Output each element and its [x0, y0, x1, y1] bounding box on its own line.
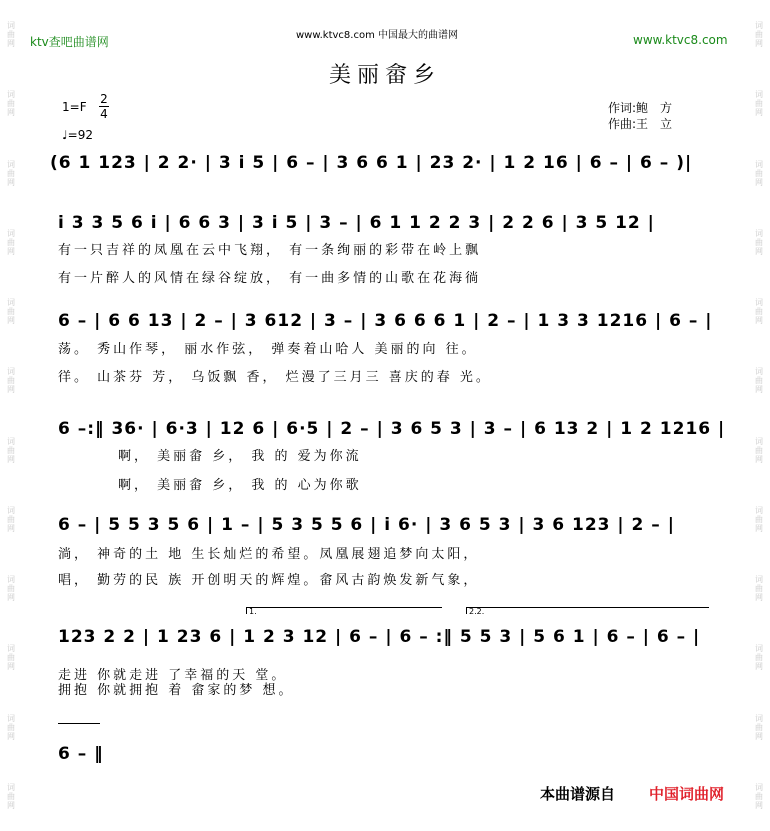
source-label: 本曲谱源自 — [540, 785, 616, 803]
watermark-text: 词曲网 — [6, 505, 16, 533]
site-url-right: www.ktvc8.com — [633, 33, 728, 47]
lyric-line: 荡。 秀山作琴， 丽水作弦， 弹奏着山哈人 美丽的向 往。 — [58, 342, 478, 357]
watermark-text: 词曲网 — [6, 90, 16, 118]
watermark-text: 词曲网 — [6, 644, 16, 672]
second-ending-label: 2.2. — [469, 607, 485, 616]
source-site-name: 中国词曲网 — [649, 785, 725, 803]
watermark-text: 词曲网 — [754, 575, 764, 603]
credits — [608, 100, 672, 132]
watermark-text: 词曲网 — [754, 644, 764, 672]
meter-top: 2 — [100, 92, 108, 106]
lyric-line: 啊， 美丽畲 乡， 我 的 爱为你流 — [118, 449, 362, 464]
lyric-line: 走进 你就走进 了幸福的天 堂。 — [58, 668, 288, 683]
watermark-text: 词曲网 — [6, 575, 16, 603]
time-signature — [99, 92, 109, 121]
watermark-text: 词曲网 — [6, 367, 16, 395]
notation-row: 6 – | 5 5 3 5 6 | 1 – | 5 3 5 5 6 | i 6· | 3 6 5 3 | 3 6 123 | 2 – | — [58, 515, 675, 535]
watermark-text: 词曲网 — [6, 436, 16, 464]
lyric-line: 唱， 勤劳的民 族 开创明天的辉煌。畲风古韵焕发新气象， — [58, 573, 480, 588]
lyric-line: 有一只吉祥的凤凰在云中飞翔， 有一条绚丽的彩带在岭上飘 — [58, 243, 482, 258]
watermark-text: 词曲网 — [754, 782, 764, 810]
watermark-text: 词曲网 — [754, 505, 764, 533]
watermark-text: 词曲网 — [754, 228, 764, 256]
second-ending-bracket — [466, 607, 709, 614]
lyric-line: 淌， 神奇的土 地 生长灿烂的希望。凤凰展翅追梦向太阳， — [58, 547, 480, 562]
notation-row: 6 –:‖ 36· | 6·3 | 12 6 | 6·5 | 2 – | 3 6 5 3 | 3 – | 6 13 2 | 1 2 1216 | — [58, 419, 726, 439]
watermark-text: 词曲网 — [6, 159, 16, 187]
composer: 作曲:王 立 — [608, 117, 673, 131]
site-name-left: ktv查吧曲谱网 — [30, 35, 109, 49]
lyricist: 作词:鲍 方 — [608, 101, 673, 115]
watermark-text: 词曲网 — [6, 21, 16, 49]
site-url-center: www.ktvc8.com 中国最大的曲谱网 — [296, 30, 459, 41]
watermark-text: 词曲网 — [754, 367, 764, 395]
watermark-text: 词曲网 — [754, 713, 764, 741]
meter-bottom: 4 — [100, 107, 108, 121]
watermark-text: 词曲网 — [754, 21, 764, 49]
final-ending-bracket — [58, 723, 100, 724]
lyric-line: 徉。 山茶芬 芳， 乌饭飘 香， 烂漫了三月三 喜庆的春 光。 — [58, 370, 492, 385]
notation-row: (6 1 123 | 2 2· | 3 i 5 | 6 – | 3 6 6 1 | 23 2· | 1 2 16 | 6 – | 6 – )| — [50, 153, 693, 173]
song-title: 美丽畲乡 — [328, 63, 441, 88]
first-ending-label: 1. — [249, 607, 257, 616]
watermark-text: 词曲网 — [6, 782, 16, 810]
left-watermark-column — [4, 0, 18, 831]
watermark-text: 词曲网 — [754, 436, 764, 464]
notation-row: 6 – | 6 6 13 | 2 – | 3 612 | 3 – | 3 6 6 6 1 | 2 – | 1 3 3 1216 | 6 – | — [58, 311, 713, 331]
lyric-line: 拥抱 你就拥抱 着 畲家的梦 想。 — [58, 683, 295, 698]
watermark-text: 词曲网 — [6, 228, 16, 256]
notation-row: 123 2 2 | 1 23 6 | 1 2 3 12 | 6 – | 6 – :‖ 5 5 3 | 5 6 1 | 6 – | 6 – | — [58, 627, 701, 647]
watermark-text: 词曲网 — [754, 298, 764, 326]
watermark-text: 词曲网 — [6, 713, 16, 741]
watermark-text: 词曲网 — [754, 159, 764, 187]
tempo-marking: ♩=92 — [62, 128, 93, 142]
notation-row: 6 – ‖ — [58, 744, 104, 764]
first-ending-bracket — [246, 607, 442, 614]
lyric-line: 啊， 美丽畲 乡， 我 的 心为你歌 — [118, 478, 362, 493]
key-signature: 1=F — [62, 100, 87, 114]
watermark-text: 词曲网 — [6, 298, 16, 326]
watermark-text: 词曲网 — [754, 90, 764, 118]
right-watermark-column — [752, 0, 766, 831]
lyric-line: 有一片醉人的风情在绿谷绽放， 有一曲多情的山歌在花海徜 — [58, 271, 482, 286]
notation-row: i 3 3 5 6 i | 6 6 3 | 3 i 5 | 3 – | 6 1 1 2 2 3 | 2 2 6 | 3 5 12 | — [58, 213, 655, 233]
